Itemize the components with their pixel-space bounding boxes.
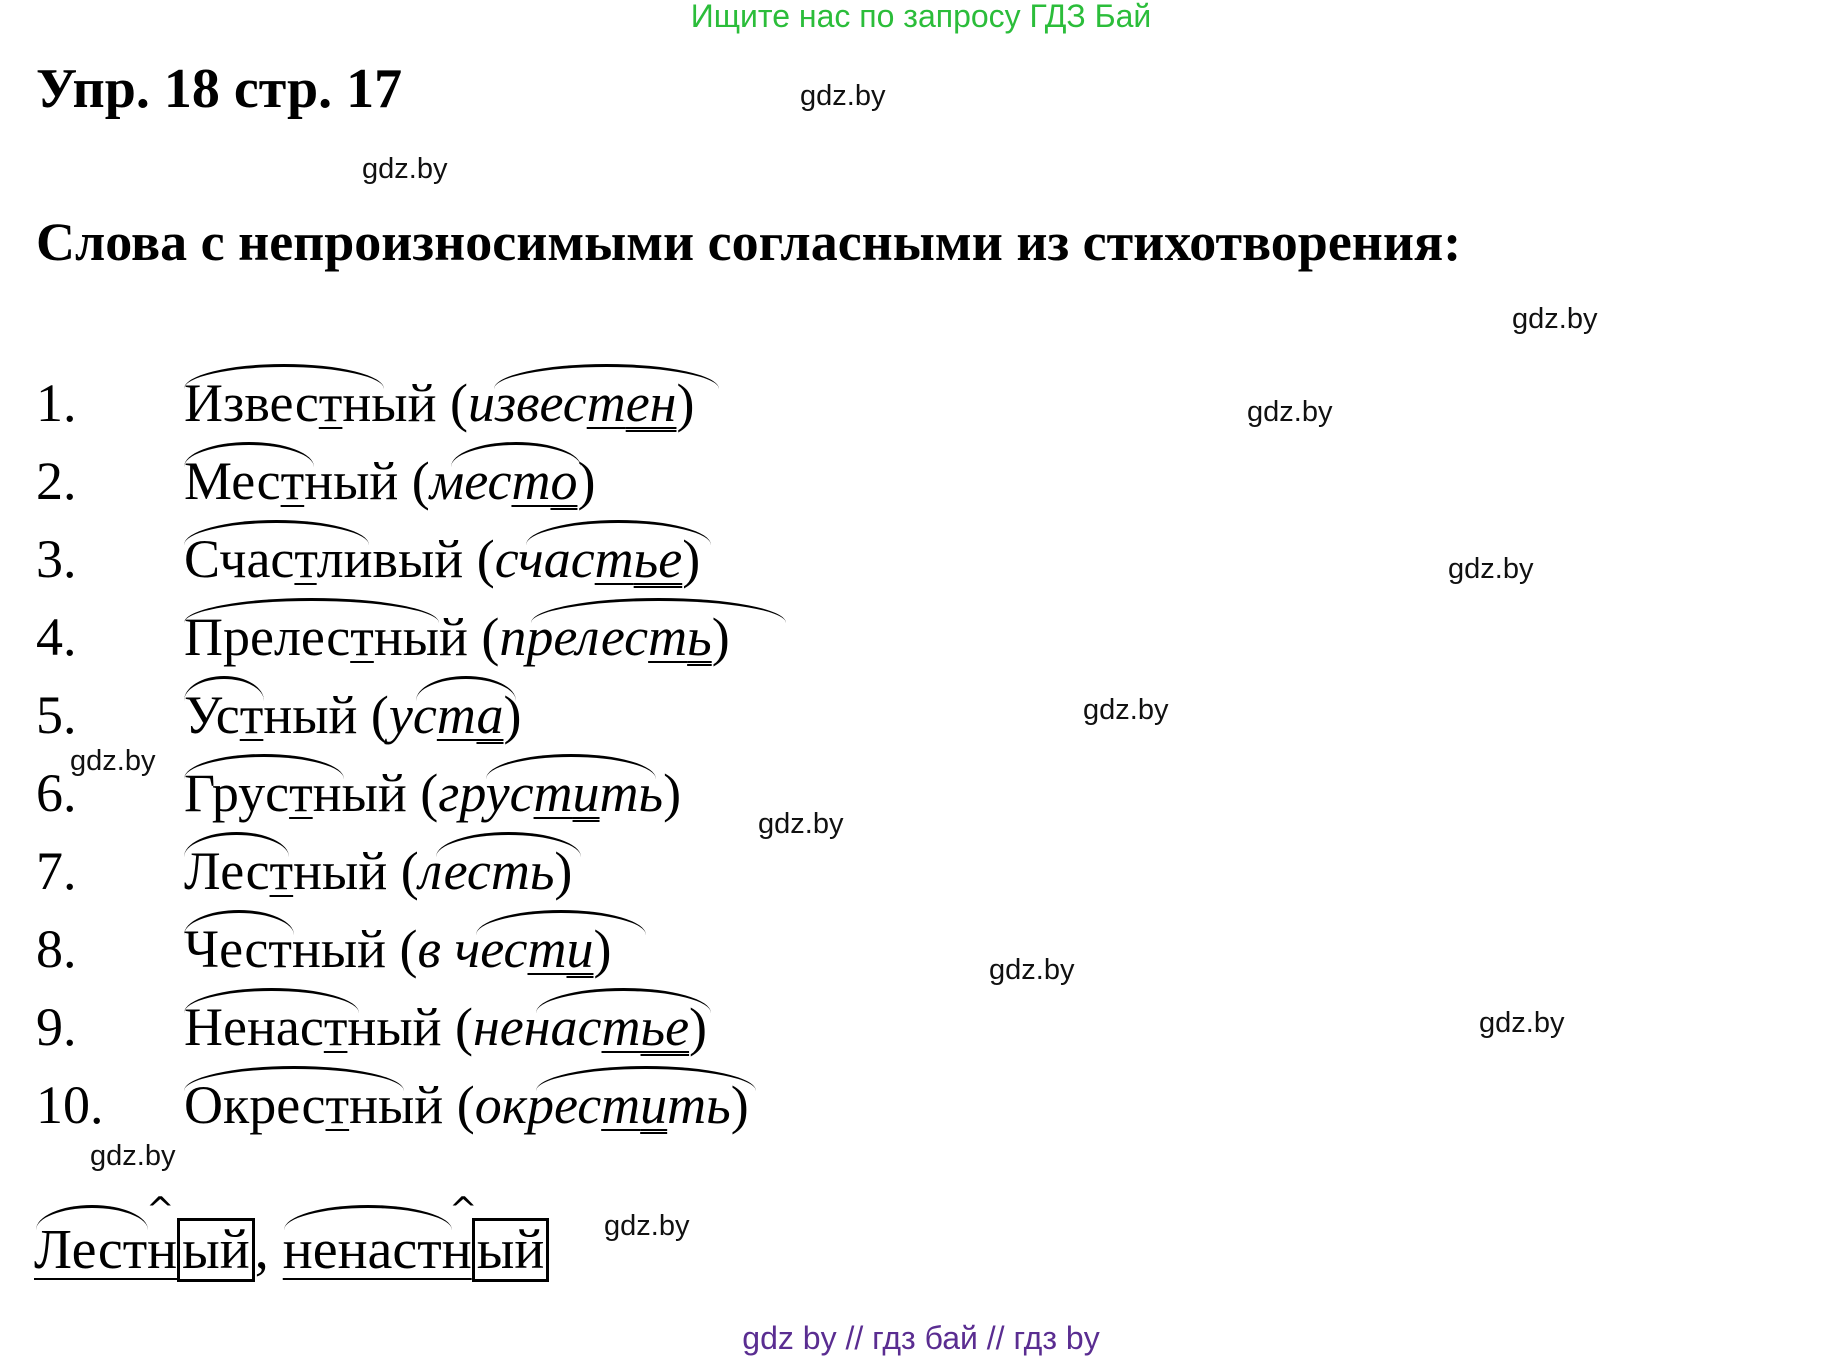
- watermark: gdz.by: [1512, 303, 1598, 335]
- item-number: 1.: [36, 373, 77, 433]
- item-text: Устный (уста): [184, 685, 522, 745]
- section-heading: Слова с непроизносимыми согласными из стихотворения:: [36, 212, 1462, 272]
- suffix-mark-icon: ^: [449, 1190, 478, 1230]
- watermark: gdz.by: [90, 1140, 176, 1172]
- item-text: Счастливый (счастье): [184, 529, 701, 589]
- search-hint-link[interactable]: Ищите нас по запросу ГДЗ Бай: [690, 0, 1152, 34]
- watermark: gdz.by: [758, 808, 844, 840]
- item-number: 9.: [36, 997, 77, 1057]
- item-number: 8.: [36, 919, 77, 979]
- item-number: 10.: [36, 1075, 104, 1135]
- item-text: Местный (место): [184, 451, 596, 511]
- root-arc: [284, 1205, 452, 1230]
- item-text: Ненастный (ненастье): [184, 997, 708, 1057]
- exercise-title: Упр. 18 стр. 17: [36, 58, 403, 120]
- item-text: Честный (в чести): [184, 919, 612, 979]
- item-number: 5.: [36, 685, 77, 745]
- watermark: gdz.by: [604, 1210, 690, 1242]
- footer-links[interactable]: gdz by // гдз бай // гдз by: [742, 1320, 1100, 1356]
- suffix-mark-icon: ^: [146, 1190, 175, 1230]
- item-text: Окрестный (окрестить): [184, 1075, 749, 1135]
- item-number: 7.: [36, 841, 77, 901]
- item-number: 4.: [36, 607, 77, 667]
- watermark: gdz.by: [800, 80, 886, 112]
- item-text: Лестный (лесть): [184, 841, 573, 901]
- ending-box: ый: [177, 1218, 255, 1282]
- item-number: 2.: [36, 451, 77, 511]
- scheme-stem: Лестн: [34, 1219, 178, 1281]
- watermark: gdz.by: [1479, 1007, 1565, 1039]
- watermark: gdz.by: [70, 745, 156, 777]
- item-text: Грустный (грустить): [184, 763, 682, 823]
- item-number: 6.: [36, 763, 77, 823]
- root-arc: [36, 1205, 148, 1230]
- watermark: gdz.by: [1247, 396, 1333, 428]
- watermark: gdz.by: [989, 954, 1075, 986]
- scheme-stem: ненастн: [282, 1219, 472, 1281]
- item-text: Прелестный (прелесть): [184, 607, 730, 667]
- item-number: 3.: [36, 529, 77, 589]
- item-text: Известный (известен): [184, 373, 695, 433]
- ending-box: ый: [472, 1218, 550, 1282]
- watermark: gdz.by: [362, 153, 448, 185]
- watermark: gdz.by: [1448, 553, 1534, 585]
- morpheme-scheme: Лестный, ненастный ^ ^: [34, 1215, 549, 1285]
- watermark: gdz.by: [1083, 694, 1169, 726]
